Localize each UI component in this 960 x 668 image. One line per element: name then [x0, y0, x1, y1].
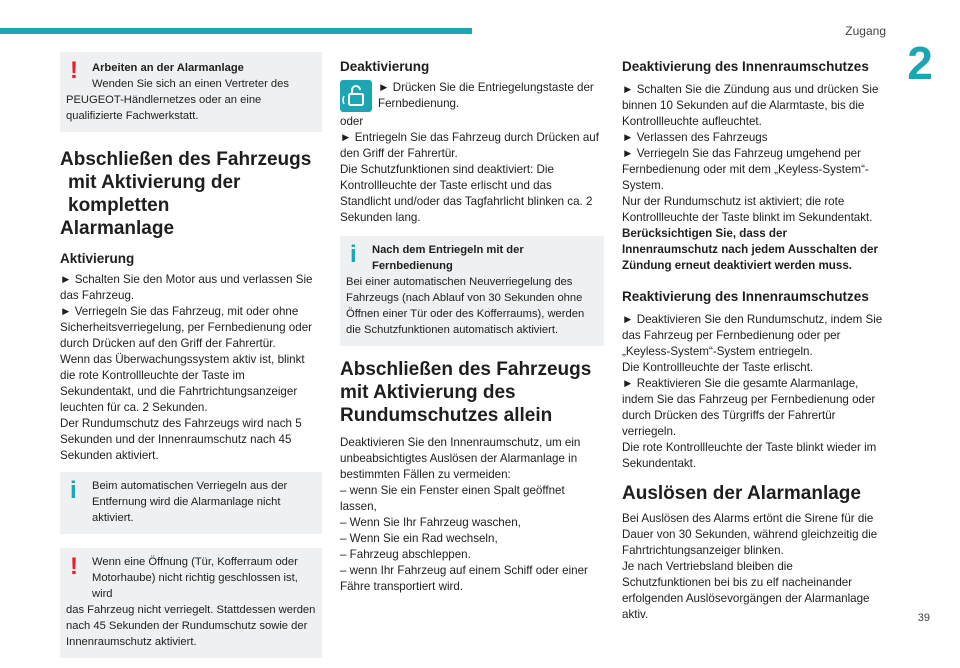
header-accent-bar: [0, 28, 472, 34]
subheading: Deaktivierung des Innenraumschutzes: [622, 59, 869, 74]
list-item: – Fahrzeug abschleppen.: [340, 548, 471, 561]
unlock-remote-icon: [340, 80, 372, 112]
instruction: ► Entriegeln Sie das Fahrzeug durch Drücken auf den Griff der Fahrertür.: [340, 131, 599, 160]
instruction: ► Schalten Sie den Motor aus und verlassen Sie das Fahrzeug.: [60, 273, 313, 302]
page-number: 39: [917, 612, 930, 624]
paragraph: Nur der Rundumschutz ist aktiviert; die rote Kontrollleuchte der Taste blinkt im Sekundentakt.: [622, 195, 873, 224]
subheading: Deaktivierung: [340, 59, 430, 74]
info-text: Bei einer automatischen Neuverriegelung des Fahrzeugs (nach Ablauf von 30 Sekunden ohne Öffnen einer Tür oder des Kofferraums), werden die Schutzfunktionen automatisch aktiviert.: [346, 276, 585, 336]
chapter-number: 2: [907, 37, 933, 89]
column-right: [622, 58, 884, 623]
paragraph: oder: [340, 115, 364, 128]
list-item: – Wenn Sie ein Rad wechseln,: [340, 532, 498, 545]
column-middle: [340, 58, 604, 595]
paragraph: Wenn das Überwachungssystem aktiv ist, blinkt die rote Kontrollleuchte der Taste im Sekundentakt, und die Fahrtrichtungsanzeiger leuchten für ca. 2 Sekunden.: [60, 353, 305, 414]
warning-text: Wenden Sie sich an einen Vertreter des: [92, 78, 289, 90]
paragraph: Die Schutzfunktionen sind deaktiviert: Die Kontrollleuchte der Taste erlischt und das Standlicht und/oder das Tagfahrlicht blinken ca. 2 Sekunden lang.: [340, 163, 593, 224]
paragraph: Die Kontrollleuchte der Taste erlischt.: [622, 361, 814, 374]
warning-icon: !: [70, 57, 78, 84]
paragraph: Je nach Vertriebsland bleiben die Schutzfunktionen bei bis zu elf nacheinander erfolgenden Auslösevorgängen der Alarmanlage aktiv.: [622, 560, 870, 621]
section-heading: Abschließen des Fahrzeugs mit Aktivierung des Rundumschutzes allein: [340, 359, 592, 426]
paragraph: Der Rundumschutz des Fahrzeugs wird nach 5 Sekunden und der Innenraumschutz nach 45 Sekunden aktiviert.: [60, 417, 302, 462]
list: [340, 483, 604, 595]
instruction: ► Drücken Sie die Entriegelungstaste der Fernbedienung.: [378, 81, 594, 110]
list-item: – Wenn Sie Ihr Fahrzeug waschen,: [340, 516, 521, 529]
section-title: Zugang: [845, 24, 886, 38]
warning-text: Wenn eine Öffnung (Tür, Kofferraum oder Motorhaube) nicht richtig geschlossen ist, wird: [92, 556, 298, 600]
instruction-with-icon: [340, 80, 604, 114]
warning-title: Arbeiten an der Alarmanlage: [92, 62, 244, 74]
warning-box: [60, 52, 322, 132]
section-heading: Auslösen der Alarmanlage: [622, 483, 861, 504]
info-title: Nach dem Entriegeln mit der Fernbedienung: [372, 244, 524, 272]
instruction: ► Verriegeln Sie das Fahrzeug umgehend per Fernbedienung oder mit dem „Keyless-System“-System.: [622, 147, 869, 192]
info-box: [60, 472, 322, 534]
instruction: ► Schalten Sie die Zündung aus und drücken Sie binnen 10 Sekunden auf die Alarmtaste, bis die Kontrollleuchte aufleuchtet.: [622, 83, 879, 128]
note: Berücksichtigen Sie, dass der Innenraumschutz nach jedem Ausschalten der Zündung erneut deaktiviert werden muss.: [622, 227, 878, 272]
warning-text: das Fahrzeug nicht verriegelt. Stattdessen werden nach 45 Sekunden der Rundumschutz sowie der Innenraumschutz aktiviert.: [66, 604, 316, 648]
warning-icon: !: [70, 553, 78, 580]
info-text: Beim automatischen Verriegeln aus der Entfernung wird die Alarmanlage nicht aktiviert.: [92, 480, 288, 524]
section-heading: Abschließen des Fahrzeugs mit Aktivierung der kompletten Alarmanlage: [60, 149, 312, 239]
info-icon: i: [70, 477, 77, 504]
subheading: Aktivierung: [60, 251, 135, 266]
subheading: Reaktivierung des Innenraumschutzes: [622, 289, 869, 304]
paragraph: Bei Auslösen des Alarms ertönt die Sirene für die Dauer von 30 Sekunden, während gleichzeitig die Fahrtrichtungsanzeiger blinken.: [622, 512, 878, 557]
instruction: ► Verriegeln Sie das Fahrzeug, mit oder ohne Sicherheitsverriegelung, per Fernbedienung oder durch Drücken auf den Griff der Fahrertür.: [60, 305, 312, 350]
info-icon: i: [350, 241, 357, 268]
list-item: – wenn Sie ein Fenster einen Spalt geöffnet lassen,: [340, 484, 565, 513]
info-box: [340, 236, 604, 346]
paragraph: Die rote Kontrollleuchte der Taste blinkt wieder im Sekundentakt.: [622, 441, 877, 470]
paragraph: Deaktivieren Sie den Innenraumschutz, um ein unbeabsichtigtes Auslösen der Alarmanlage in bestimmten Fällen zu vermeiden:: [340, 436, 581, 481]
instruction: ► Deaktivieren Sie den Rundumschutz, indem Sie das Fahrzeug per Fernbedienung oder per „Keyless-System“-System entriegeln.: [622, 313, 883, 358]
instruction: ► Reaktivieren Sie die gesamte Alarmanlage, indem Sie das Fahrzeug per Fernbedienung oder durch Drücken des Türgriffs der Fahrertür verriegeln.: [622, 377, 876, 438]
instruction: ► Verlassen des Fahrzeugs: [622, 131, 768, 144]
warning-text: PEUGEOT-Händlernetzes oder an eine qualifizierte Fachwerkstatt.: [66, 94, 262, 122]
list-item: – wenn Ihr Fahrzeug auf einem Schiff oder einer Fähre transportiert wird.: [340, 564, 588, 593]
column-left: [60, 52, 322, 668]
warning-box: [60, 548, 322, 658]
